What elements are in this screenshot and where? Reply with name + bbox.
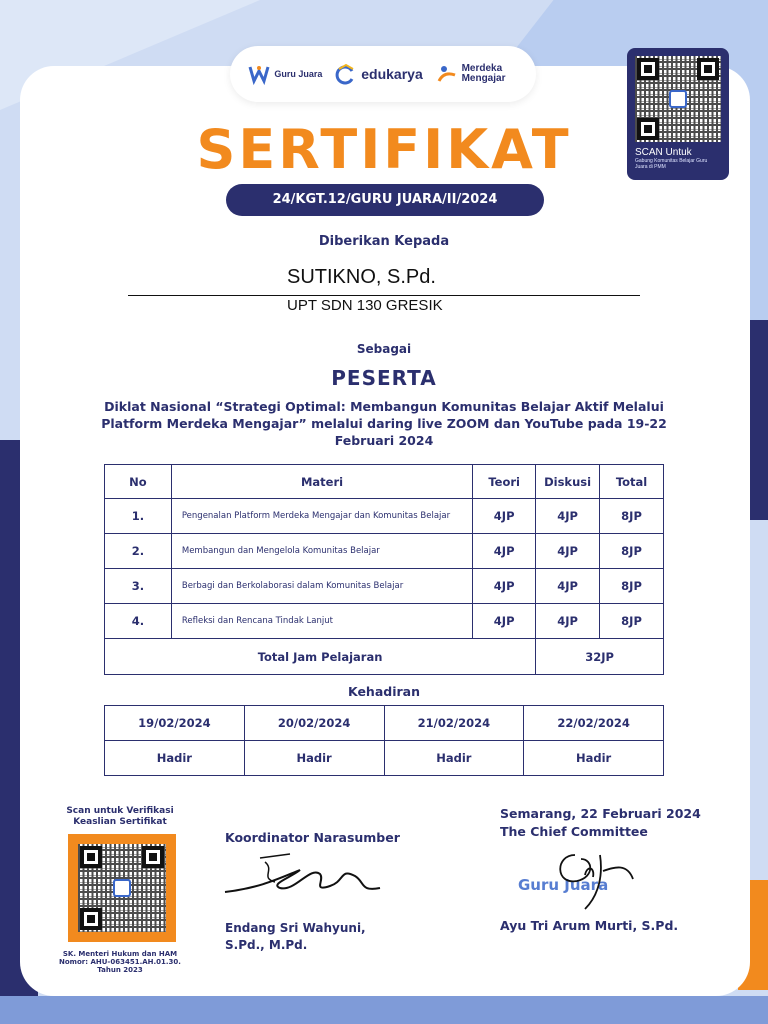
coordinator-name-line1: Endang Sri Wahyuni, bbox=[225, 921, 366, 935]
col-header-total: Total bbox=[600, 465, 664, 499]
legal-registration-text: SK. Menteri Hukum dan HAM Nomor: AHU-063451.AH.01.30. Tahun 2023 bbox=[59, 950, 181, 974]
attendance-title: Kehadiran bbox=[347, 684, 420, 699]
cell-teori: 4JP bbox=[473, 534, 536, 569]
coordinator-signature bbox=[220, 848, 390, 910]
scan-top-title: SCAN Untuk bbox=[635, 147, 692, 158]
cell-no: 4. bbox=[105, 604, 172, 639]
cell-diskusi: 4JP bbox=[536, 569, 600, 604]
merdeka-mengajar-logo bbox=[436, 63, 518, 85]
merdeka-mengajar-icon bbox=[436, 63, 458, 85]
total-label: Total Jam Pelajaran bbox=[105, 639, 536, 675]
certificate-number: 24/KGT.12/GURU JUARA/II/2024 bbox=[226, 184, 544, 216]
cell-teori: 4JP bbox=[473, 604, 536, 639]
cell-teori: 4JP bbox=[473, 499, 536, 534]
as-label: Sebagai bbox=[356, 342, 412, 356]
qr-code-verification[interactable] bbox=[78, 844, 166, 932]
cell-materi: Membangun dan Mengelola Komunitas Belajar bbox=[171, 534, 472, 569]
edukarya-text: edukarya bbox=[361, 66, 423, 82]
table-header-row bbox=[105, 465, 664, 499]
attendance-status: Hadir bbox=[105, 741, 245, 776]
attendance-status: Hadir bbox=[244, 741, 384, 776]
verification-label: Scan untuk Verifikasi Keaslian Sertifikat bbox=[66, 806, 174, 827]
recipient-school: UPT SDN 130 GRESIK bbox=[287, 297, 443, 314]
coordinator-title: Koordinator Narasumber bbox=[225, 830, 400, 845]
issue-place-date: Semarang, 22 Februari 2024 bbox=[500, 806, 701, 821]
training-description: Diklat Nasional “Strategi Optimal: Membangun Komunitas Belajar Aktif Melalui Platform Merdeka Mengajar” melalui daring live ZOOM dan YouTube pada 19-22 Februari 2024 bbox=[101, 399, 667, 448]
logo-bar bbox=[230, 46, 536, 102]
cell-diskusi: 4JP bbox=[536, 534, 600, 569]
attendance-status: Hadir bbox=[384, 741, 524, 776]
edukarya-logo bbox=[335, 63, 422, 85]
attendance-status-row bbox=[105, 741, 664, 776]
name-underline bbox=[128, 295, 640, 296]
cell-total: 8JP bbox=[600, 534, 664, 569]
col-header-teori: Teori bbox=[473, 465, 536, 499]
attendance-dates-row bbox=[105, 706, 664, 741]
background-bottom-band bbox=[0, 996, 768, 1024]
attendance-date: 20/02/2024 bbox=[244, 706, 384, 741]
guru-juara-logo bbox=[248, 63, 322, 85]
edukarya-icon bbox=[335, 63, 357, 85]
cell-total: 8JP bbox=[600, 569, 664, 604]
certificate-title: SERTIFIKAT bbox=[196, 118, 572, 181]
guru-juara-text: Guru Juara bbox=[274, 69, 323, 79]
recipient-role: PESERTA bbox=[331, 366, 437, 390]
table-row bbox=[105, 569, 664, 604]
table-row bbox=[105, 534, 664, 569]
chief-signature bbox=[515, 845, 655, 917]
cell-no: 3. bbox=[105, 569, 172, 604]
attendance-date: 19/02/2024 bbox=[105, 706, 245, 741]
table-row bbox=[105, 499, 664, 534]
col-header-no: No bbox=[105, 465, 172, 499]
chief-name: Ayu Tri Arum Murti, S.Pd. bbox=[500, 918, 679, 933]
materi-table bbox=[104, 464, 664, 675]
cell-materi: Refleksi dan Rencana Tindak Lanjut bbox=[171, 604, 472, 639]
guru-juara-icon bbox=[248, 63, 270, 85]
cell-total: 8JP bbox=[600, 499, 664, 534]
cell-materi: Berbagi dan Berkolaborasi dalam Komunitas Belajar bbox=[171, 569, 472, 604]
given-to-label: Diberikan Kepada bbox=[318, 234, 450, 249]
scan-top-subtitle: Gabung Komunitas Belajar Guru Juara di PMM bbox=[635, 158, 708, 170]
attendance-date: 21/02/2024 bbox=[384, 706, 524, 741]
attendance-date: 22/02/2024 bbox=[524, 706, 664, 741]
cell-diskusi: 4JP bbox=[536, 604, 600, 639]
merdeka-mengajar-text: Merdeka Mengajar bbox=[461, 63, 506, 84]
cell-no: 2. bbox=[105, 534, 172, 569]
cell-teori: 4JP bbox=[473, 569, 536, 604]
chief-committee-title: The Chief Committee bbox=[500, 824, 648, 839]
cell-diskusi: 4JP bbox=[536, 499, 600, 534]
attendance-table bbox=[104, 705, 664, 776]
recipient-name: SUTIKNO, S.Pd. bbox=[287, 266, 436, 288]
col-header-materi: Materi bbox=[171, 465, 472, 499]
coordinator-name bbox=[225, 920, 366, 954]
cell-no: 1. bbox=[105, 499, 172, 534]
table-row bbox=[105, 604, 664, 639]
verification-qr-frame[interactable] bbox=[68, 834, 176, 942]
chief-guru-juara-logo: Guru Juara bbox=[518, 876, 609, 894]
table-total-row bbox=[105, 639, 664, 675]
col-header-diskusi: Diskusi bbox=[536, 465, 600, 499]
total-value: 32JP bbox=[536, 639, 664, 675]
attendance-status: Hadir bbox=[524, 741, 664, 776]
cell-materi: Pengenalan Platform Merdeka Mengajar dan Komunitas Belajar bbox=[171, 499, 472, 534]
coordinator-name-line2: S.Pd., M.Pd. bbox=[225, 938, 308, 952]
cell-total: 8JP bbox=[600, 604, 664, 639]
